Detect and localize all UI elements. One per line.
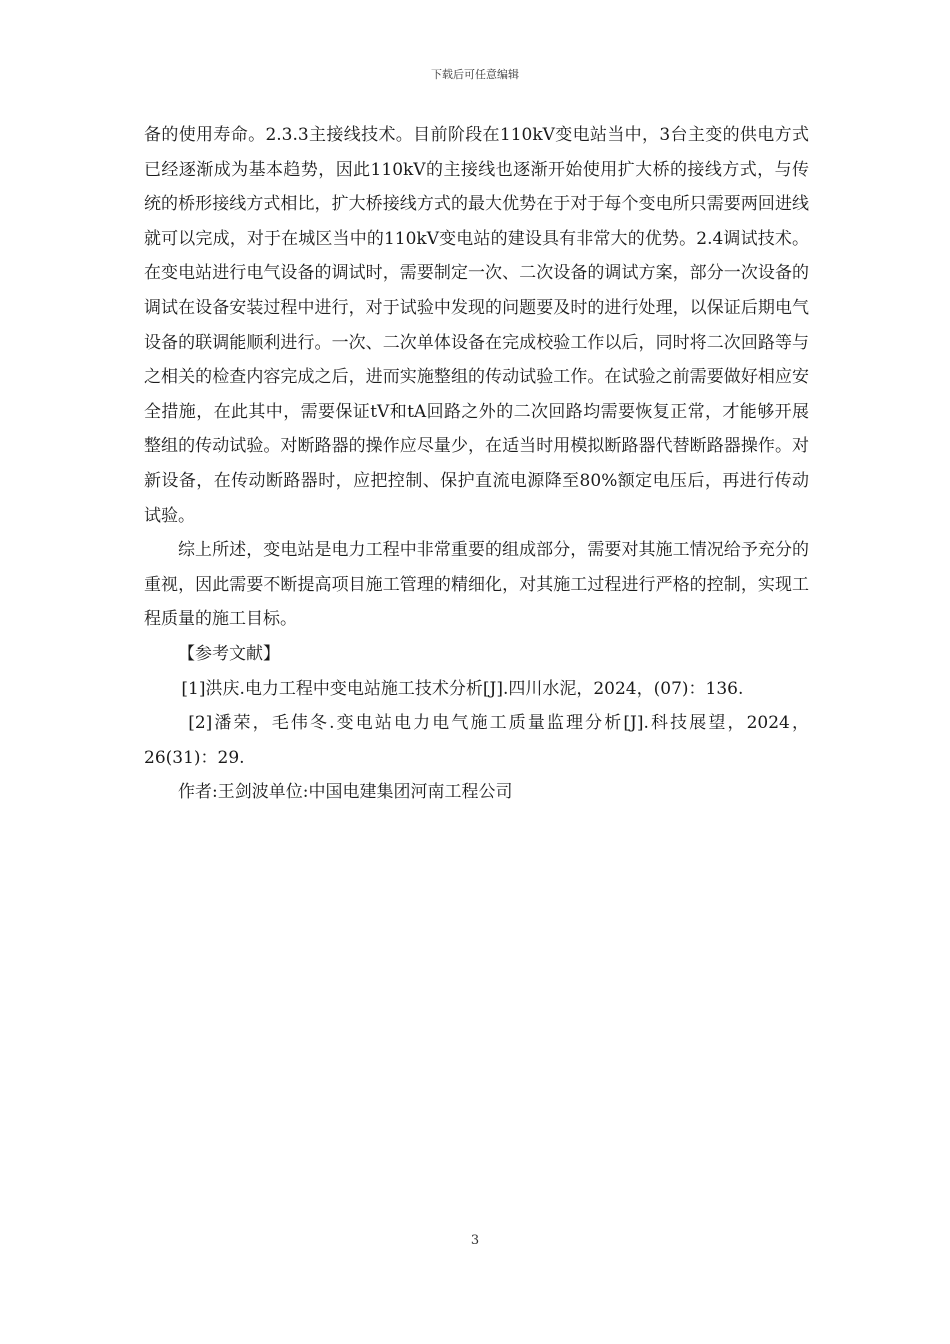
references-heading: 【参考文献】 — [178, 643, 280, 664]
author-line: 作者:王剑波单位:中国电建集团河南工程公司 — [178, 782, 513, 803]
body-paragraph-1: 备的使用寿命。2.3.3主接线技术。目前阶段在110kV变电站当中，3台主变的供电方式已经逐渐成为基本趋势，因此110kV的主接线也逐渐开始使用扩大桥的接线方式，与传统的桥形接线方式相比，扩大桥接线方式的最大优势在于对于每个变电所只需要两回进线就可以完成，对于在城区当中的110kV变电站的建设具有非常大的优势。2.4调试技术。在变电站进行电气设备的调试时，需要制定一次、二次设备的调试方案，部分一次设备的调试在设备安装过程中进行，对于试验中发现的问题要及时的进行处理，以保证后期电气设备的联调能顺利进行。一次、二次单体设备在完成校验工作以后，同时将二次回路等与之相关的检查内容完成之后，进而实施整组的传动试验工作。在试验之前需要做好相应安全措施，在此其中，需要保证tV和tA回路之外的二次回路均需要恢复正常，才能够开展整组的传动试验。对断路器的操作应尽量少，在适当时用模拟断路器代替断路器操作。对新设备，在传动断路器时，应把控制、保护直流电源降至80%额定电压后，再进行传动试验。 — [144, 125, 809, 526]
reference-item-1: [1]洪庆.电力工程中变电站施工技术分析[J].四川水泥，2024，(07)：136. — [181, 678, 744, 699]
body-paragraph-2: 综上所述，变电站是电力工程中非常重要的组成部分，需要对其施工情况给予充分的重视，因此需要不断提高项目施工管理的精细化，对其施工过程进行严格的控制，实现工程质量的施工目标。 — [144, 540, 809, 630]
document-body — [144, 118, 809, 810]
page-header: 下载后可任意编辑 — [431, 68, 519, 81]
reference-item-2: [2]潘荣，毛伟冬.变电站电力电气施工质量监理分析[J].科技展望，2024，26(31)：29. — [144, 713, 809, 768]
page-number: 3 — [470, 1233, 480, 1248]
